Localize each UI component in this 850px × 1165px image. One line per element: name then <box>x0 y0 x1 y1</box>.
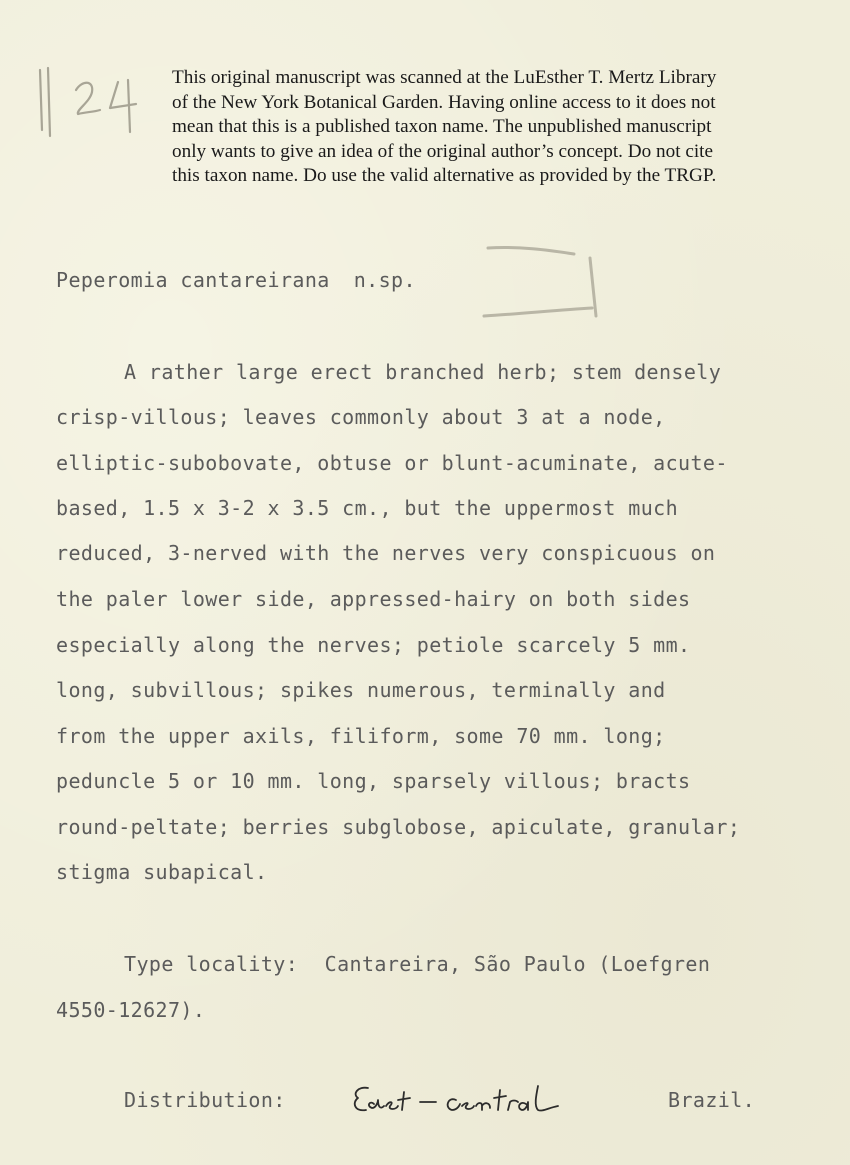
description-line: stigma subapical. <box>56 860 268 884</box>
description-line: the paler lower side, appressed-hairy on both sides <box>56 587 691 611</box>
notice-line: This original manuscript was scanned at the LuEsther T. Mertz Library <box>172 67 717 88</box>
description-line: from the upper axils, filiform, some 70 mm. long; <box>56 724 666 748</box>
description-line: based, 1.5 x 3-2 x 3.5 cm., but the uppermost much <box>56 496 679 520</box>
notice-line: of the New York Botanical Garden. Having online access to it does not <box>172 91 716 113</box>
description-line: elliptic-subobovate, obtuse or blunt-acuminate, acute- <box>56 451 728 475</box>
species-title <box>56 268 416 292</box>
description-line: long, subvillous; spikes numerous, terminally and <box>56 678 666 702</box>
library-notice <box>172 66 812 189</box>
species-name: Peperomia cantareirana <box>56 268 330 292</box>
type-locality-value: Cantareira, São Paulo (Loefgren <box>324 952 711 976</box>
description-line: crisp-villous; leaves commonly about 3 at a node, <box>56 405 666 429</box>
description-line: round-peltate; berries subglobose, apiculate, granular; <box>56 815 741 839</box>
notice-line: this taxon name. Do use the valid alternative as provided by the TRGP. <box>172 165 717 186</box>
distribution-label: Distribution: <box>124 1088 286 1112</box>
pencil-bracket-mark <box>478 238 618 328</box>
type-locality-value-cont: 4550-12627). <box>56 998 206 1022</box>
notice-line: only wants to give an idea of the original author’s concept. Do not cite <box>172 140 714 162</box>
description-line: especially along the nerves; petiole scarcely 5 mm. <box>56 633 691 657</box>
type-locality-line <box>124 952 710 976</box>
distribution-country: Brazil. <box>668 1088 756 1112</box>
description-line: reduced, 3-nerved with the nerves very conspicuous on <box>56 541 716 565</box>
description-line: A rather large erect branched herb; stem densely <box>124 360 722 384</box>
species-status: n.sp. <box>353 268 416 292</box>
type-locality-label: Type locality: <box>124 952 299 976</box>
handwritten-page-number <box>32 60 152 150</box>
description-line: peduncle 5 or 10 mm. long, sparsely villous; bracts <box>56 769 691 793</box>
notice-line: mean that this is a published taxon name. The unpublished manuscript <box>172 116 712 137</box>
